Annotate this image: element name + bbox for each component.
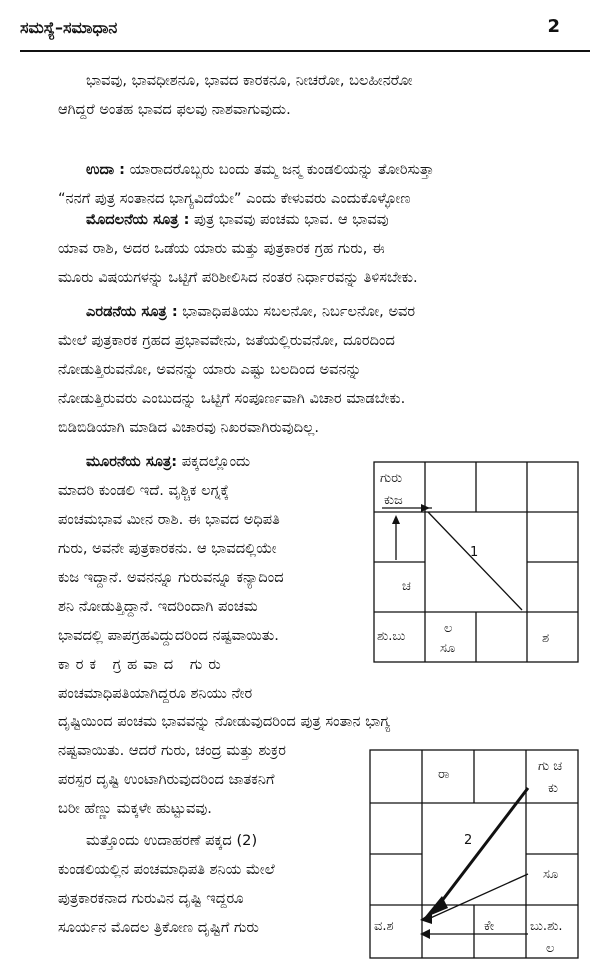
- text-line: ಭಾವದಲ್ಲಿ ಪಾಪಗ್ರಹವಿದ್ದುದರಿಂದ ನಷ್ಟವಾಯಿತು.: [58, 627, 279, 644]
- text-run: ಯಾರಾದರೊಬ್ಬರು ಬಂದು ತಮ್ಮ ಜನ್ಮ ಕುಂಡಲಿಯನ್ನು ತೋರಿಸುತ್ತಾ: [125, 161, 435, 178]
- text-line: [58, 297, 578, 326]
- text-line: ಪುತ್ರಕಾರಕನಾದ ಗುರುವಿನ ದೃಷ್ಟಿ ಇದ್ದರೂ: [58, 890, 244, 907]
- text-line: ಮಾದರಿ ಕುಂಡಲಿ ಇದೆ. ವೃಶ್ಚಿಕ ಲಗ್ನಕ್ಕೆ: [58, 482, 230, 499]
- cell-la: ಲ: [444, 621, 453, 636]
- paragraph-third-rule: [58, 447, 358, 708]
- text-run: ಪುತ್ರ ಭಾವವು ಪಂಚಮ ಭಾವ. ಆ ಭಾವವು: [189, 211, 389, 228]
- text-line: ಮತ್ತೊಂದು ಉದಾಹರಣೆ ಪಕ್ಕದ (2): [86, 832, 258, 849]
- text-line: ಪಂಚಮಭಾವ ಮೀನ ರಾಶಿ. ಈ ಭಾವದ ಅಧಿಪತಿ: [58, 511, 280, 528]
- text-line: ಕಾರಕ ಗ್ರಹವಾದ ಗುರು: [58, 656, 227, 673]
- second-rule-label: ಎರಡನೆಯ ಸೂತ್ರ :: [86, 303, 178, 320]
- text-line: ನಷ್ಟವಾಯಿತು. ಆದರೆ ಗುರು, ಚಂದ್ರ ಮತ್ತು ಶುಕ್ರರ: [58, 742, 286, 759]
- text-line: ಸೂರ್ಯನ ಮೊದಲ ತ್ರಿಕೋಣ ದೃಷ್ಟಿಗೆ ಗುರು: [58, 919, 259, 936]
- text-line: ನೋಡುತ್ತಿರುವರು ಎಂಬುದನ್ನು ಒಟ್ಟಿಗೆ ಸಂಪೂರ್ಣವಾಗಿ ವಿಚಾರ ಮಾಡಬೇಕು.: [58, 390, 406, 407]
- text-run: ಭಾವಾಧಿಪತಿಯು ಸಬಲನೋ, ನಿರ್ಬಲನೋ, ಅವರ: [177, 303, 416, 320]
- cell-su: ಸೂ: [440, 641, 456, 656]
- arrow-label-1: 1: [470, 545, 479, 560]
- arrow-label-2: 2: [464, 833, 473, 848]
- text-line: [58, 447, 358, 476]
- cell-bu-shu: ಬು.ಶು.: [530, 919, 563, 934]
- page-number: 2: [547, 16, 560, 37]
- text-line: ಪಂಚಮಾಧಿಪತಿಯಾಗಿದ್ದರೂ ಶನಿಯು ನೇರ: [58, 685, 253, 702]
- first-rule-label: ಮೊದಲನೆಯ ಸೂತ್ರ :: [86, 211, 190, 228]
- cell-shu-bu: ಶು.ಬು: [377, 629, 406, 644]
- cell-ra: ರಾ: [438, 767, 450, 782]
- text-line: [58, 205, 578, 234]
- header-rule: [20, 50, 590, 52]
- paragraph-intro: [58, 66, 578, 124]
- text-line: ಯಾವ ರಾಶಿ, ಅದರ ಒಡೆಯ ಯಾರು ಮತ್ತು ಪುತ್ರಕಾರಕ ಗ್ರಹ ಗುರು, ಈ: [58, 240, 385, 257]
- running-title: ಸಮಸ್ಯೆ–ಸಮಾಧಾನ: [20, 18, 118, 37]
- text-line: ಶನಿ ನೋಡುತ್ತಿದ್ದಾನೆ. ಇದರಿಂದಾಗಿ ಪಂಚಮ: [58, 598, 258, 615]
- text-line: ಮೇಲೆ ಪುತ್ರಕಾರಕ ಗ್ರಹದ ಪ್ರಭಾವವೇನು, ಜತೆಯಲ್ಲಿರುವನೋ, ದೂರದಿಂದ: [58, 332, 395, 349]
- text-line: ಆಗಿದ್ದರೆ ಅಂತಹ ಭಾವದ ಫಲವು ನಾಶವಾಗುವುದು.: [58, 101, 291, 118]
- third-rule-label: ಮೂರನೆಯ ಸೂತ್ರ:: [86, 453, 178, 470]
- text-line: ದೃಷ್ಟಿಯಿಂದ ಪಂಚಮ ಭಾವವನ್ನು ನೋಡುವುದರಿಂದ ಪುತ್ರ ಸಂತಾನ ಭಾಗ್ಯ: [58, 713, 391, 730]
- text-line: ಕುಜ ಇದ್ದಾನೆ. ಅವನನ್ನೂ ಗುರುವನ್ನೂ ಕನ್ಯಾದಿಂದ: [58, 569, 284, 586]
- cell-sha: ಶ: [542, 631, 550, 646]
- paragraph-result-cont: [58, 765, 358, 823]
- text-line: ಪರಸ್ಪರ ದೃಷ್ಟಿ ಉಂಟಾಗಿರುವುದರಿಂದ ಜಾತಕನಿಗೆ: [58, 771, 275, 788]
- cell-kuja: ಕುಜ: [384, 493, 403, 508]
- arrow-head-icon: [392, 515, 400, 524]
- cell-ke: ಕೇ: [484, 919, 495, 934]
- text-line: “ನನಗೆ ಪುತ್ರ ಸಂತಾನದ ಭಾಗ್ಯವಿದೆಯೇ” ಎಂದು ಕೇಳುವರು ಎಂದುಕೊಳ್ಳೋಣ: [58, 190, 411, 207]
- cell-la: ಲ: [546, 941, 555, 956]
- text-line: ಭಾವವು, ಭಾವಧೀಶನೂ, ಭಾವದ ಕಾರಕನೂ, ನೀಚರೋ, ಬಲಹೀನರೋ: [86, 72, 413, 89]
- cell-cha: ಚ: [402, 579, 411, 594]
- cell-va-sha: ವ.ಶ: [374, 919, 394, 934]
- paragraph-second-example: [58, 826, 358, 942]
- paragraph-second-rule: [58, 297, 578, 442]
- cell-su: ಸೂ: [543, 867, 559, 882]
- text-line: ನೋಡುತ್ತಿರುವನೋ, ಅವನನ್ನು ಯಾರು ಎಷ್ಟು ಬಲದಿಂದ ಅವನನ್ನು: [58, 361, 362, 378]
- text-run: ಪಕ್ಕದಲ್ಲೊಂದು: [177, 453, 251, 470]
- text-line: ಮೂರು ವಿಷಯಗಳನ್ನು ಒಟ್ಟಿಗೆ ಪರಿಶೀಲಿಸಿದ ನಂತರ ನಿರ್ಧಾರವನ್ನು ತಿಳಿಸಬೇಕು.: [58, 269, 418, 286]
- paragraph-first-rule: [58, 205, 578, 292]
- horoscope-chart-2: [368, 748, 582, 962]
- cell-ku: ಕು: [548, 781, 558, 796]
- cell-gu-cha: ಗು ಚ: [538, 759, 563, 774]
- cell-guru: ಗುರು: [380, 471, 403, 486]
- text-line: ಗುರು, ಅವನೇ ಪುತ್ರಕಾರಕನು. ಆ ಭಾವದಲ್ಲಿಯೇ: [58, 540, 277, 557]
- text-line: ಬರೀ ಹೆಣ್ಣು ಮಕ್ಕಳೇ ಹುಟ್ಟುವವು.: [58, 800, 212, 817]
- text-line: [58, 155, 578, 184]
- horoscope-chart-1: [372, 460, 582, 670]
- page-header: [20, 12, 580, 44]
- text-line: ಕುಂಡಲಿಯಲ್ಲಿನ ಪಂಚಮಾಧಿಪತಿ ಶನಿಯ ಮೇಲೆ: [58, 861, 275, 878]
- example-label: ಉದಾ :: [86, 161, 126, 178]
- text-line: ಬಿಡಿಬಿಡಿಯಾಗಿ ಮಾಡಿದ ವಿಚಾರವು ನಿಖರವಾಗಿರುವುದಿಲ್ಲ.: [58, 419, 319, 436]
